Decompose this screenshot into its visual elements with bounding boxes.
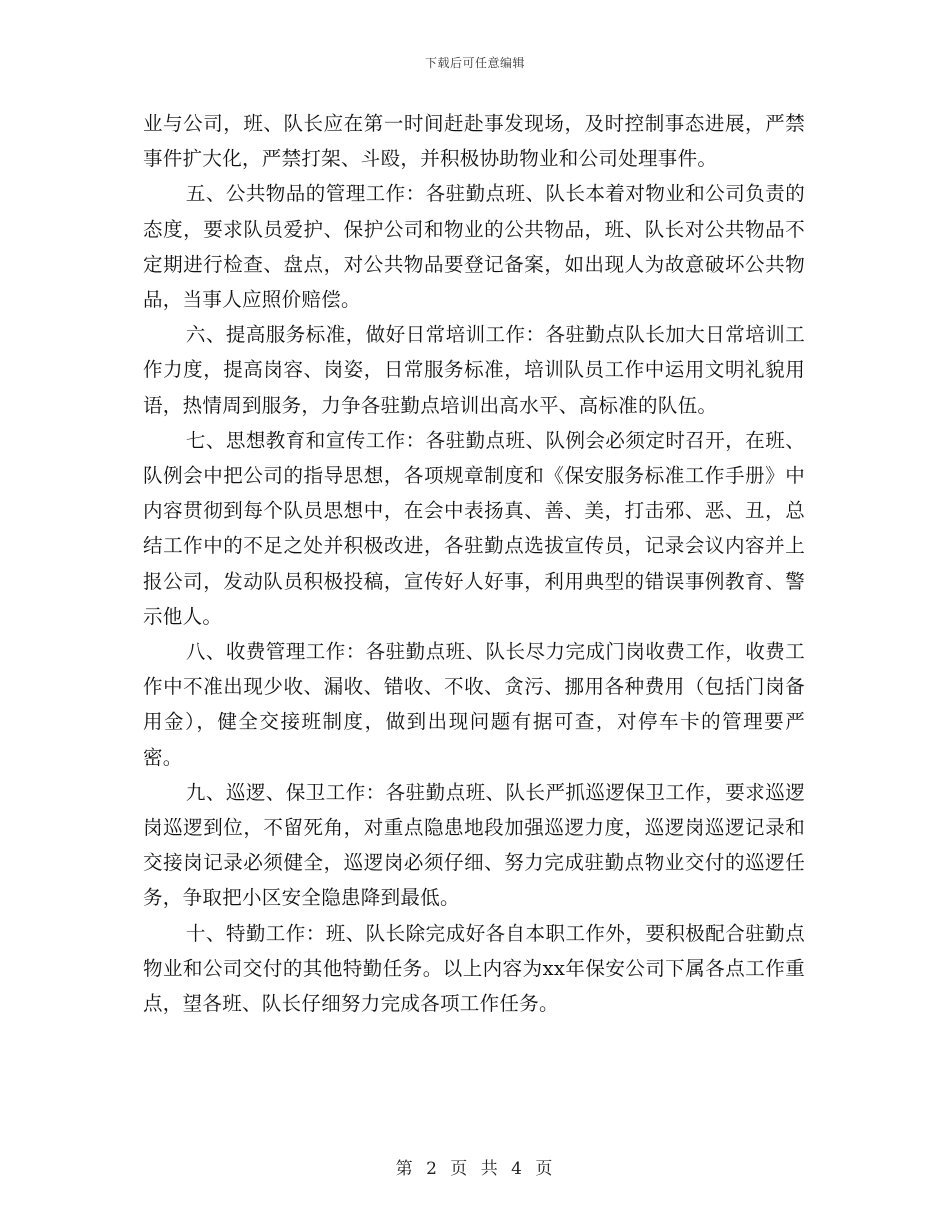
page-header: 下载后可任意编辑: [424, 56, 525, 70]
paragraph-continuation: 业与公司，班、队长应在第一时间赶赴事发现场，及时控制事态进展，严禁事件扩大化，严禁打架、斗殴，并积极协助物业和公司处理事件。: [143, 112, 805, 171]
paragraph-section-8: 八、收费管理工作：各驻勤点班、队长尽力完成门岗收费工作，收费工作中不准出现少收、漏收、错收、不收、贪污、挪用各种费用（包括门岗备用金），健全交接班制度，做到出现问题有据可查，对停车卡的管理要严密。: [143, 640, 805, 769]
paragraph-section-9: 九、巡逻、保卫工作：各驻勤点班、队长严抓巡逻保卫工作，要求巡逻岗巡逻到位，不留死角，对重点隐患地段加强巡逻力度，巡逻岗巡逻记录和交接岗记录必须健全，巡逻岗必须仔细、努力完成驻勤点物业交付的巡逻任务，争取把小区安全隐患降到最低。: [143, 780, 805, 910]
paragraph-section-6: 六、提高服务标准，做好日常培训工作：各驻勤点队长加大日常培训工作力度，提高岗容、岗姿，日常服务标准，培训队员工作中运用文明礼貌用语，热情周到服务，力争各驻勤点培训出高水平、高标准的队伍。: [143, 323, 805, 417]
document-body: [143, 106, 805, 1021]
paragraph-section-5: 五、公共物品的管理工作：各驻勤点班、队长本着对物业和公司负责的态度，要求队员爱护、保护公司和物业的公共物品，班、队长对公共物品不定期进行检查、盘点，对公共物品要登记备案，如出现人为故意破坏公共物品，当事人应照价赔偿。: [143, 182, 805, 312]
page-footer: 第 2 页 共 4 页: [395, 1159, 555, 1179]
paragraph-section-10: 十、特勤工作：班、队长除完成好各自本职工作外，要积极配合驻勤点物业和公司交付的其他特勤任务。以上内容为xx年保安公司下属各点工作重点，望各班、队长仔细努力完成各项工作任务。: [143, 921, 805, 1016]
paragraph-section-7: 七、思想教育和宣传工作：各驻勤点班、队例会必须定时召开，在班、队例会中把公司的指导思想，各项规章制度和《保安服务标准工作手册》中内容贯彻到每个队员思想中，在会中表扬真、善、美，打击邪、恶、丑，总结工作中的不足之处并积极改进，各驻勤点选拔宣传员，记录会议内容并上报公司，发动队员积极投稿，宣传好人好事，利用典型的错误事例教育、警示他人。: [143, 428, 805, 628]
